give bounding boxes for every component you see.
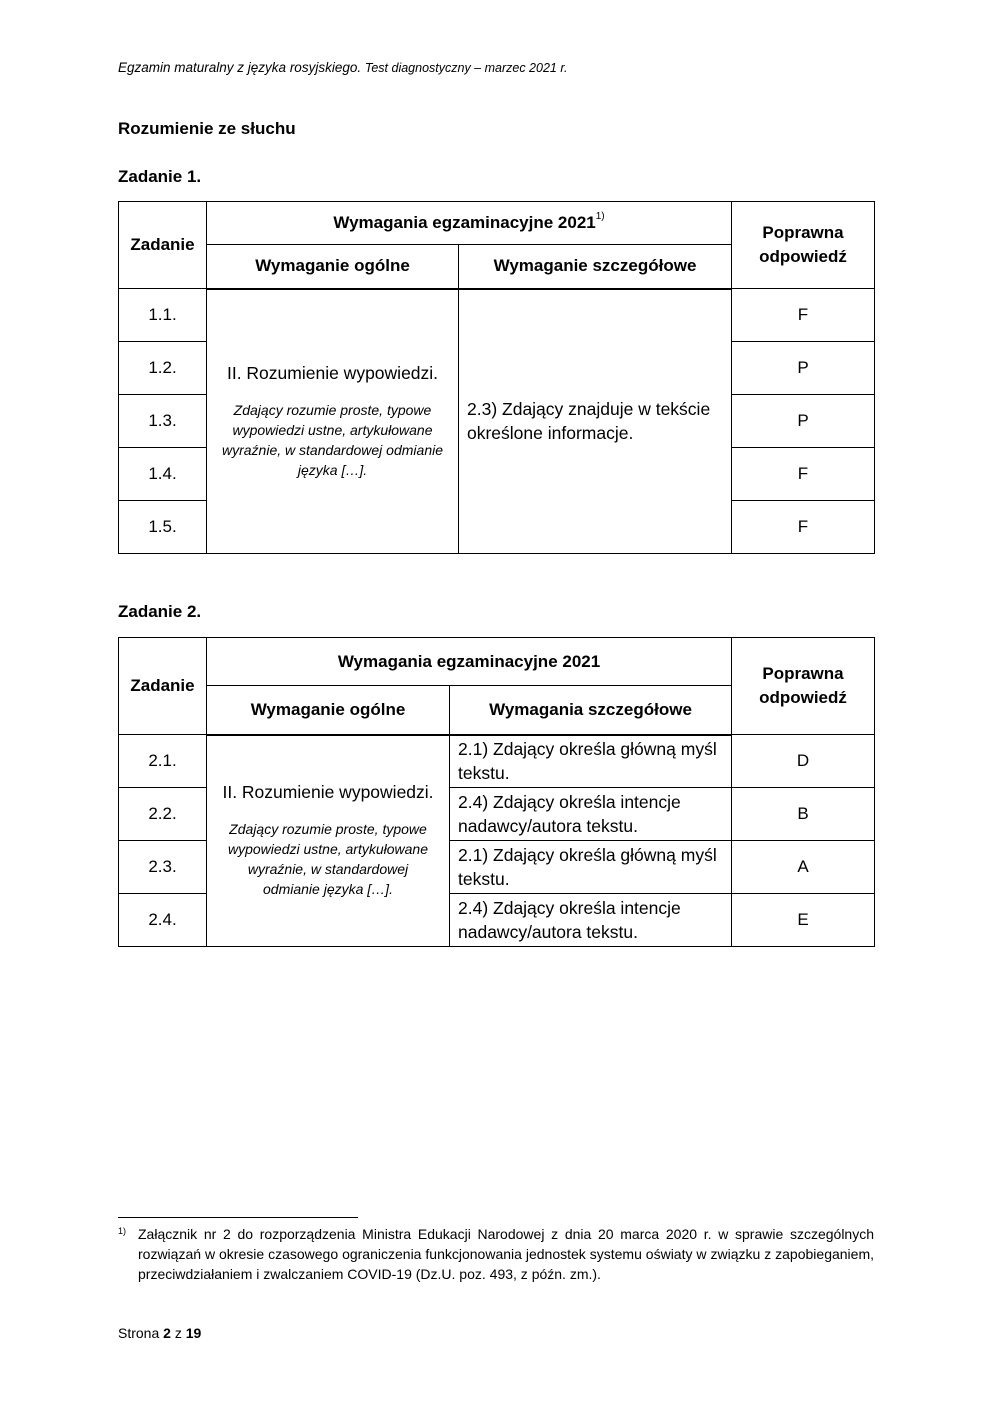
task-number: 1.5. (119, 501, 207, 554)
correct-answer: F (732, 289, 875, 342)
page-separator: z (174, 1325, 182, 1341)
header-task: Zadanie (119, 638, 207, 735)
correct-answer: E (732, 894, 875, 947)
task2-table (118, 637, 875, 947)
running-header (118, 60, 568, 75)
table-row (119, 735, 875, 788)
footnote-reference: 1) (595, 211, 605, 222)
task1-table (118, 201, 875, 554)
general-requirement: II. Rozumienie wypowiedzi. (222, 782, 434, 803)
header-answer: Poprawna odpowiedź (732, 202, 875, 289)
header-specific: Wymagania szczegółowe (450, 686, 732, 735)
correct-answer: A (732, 841, 875, 894)
header-specific: Wymaganie szczegółowe (459, 245, 732, 289)
header-answer: Poprawna odpowiedź (732, 638, 875, 735)
general-description: Zdający rozumie proste, typowe wypowiedzi ustne, artykułowane wyraźnie, w standardowej odmianie języka […]. (228, 821, 428, 898)
specific-requirement: 2.3) Zdający znajduje w tekście określone informacje. (459, 289, 732, 554)
footnote-text: Załącznik nr 2 do rozporządzenia Ministra Edukacji Narodowej z dnia 20 marca 2020 r. w sprawie szczególnych rozwiązań w okresie czasowego ograniczenia funkcjonowania jednostek systemu oświaty w związku z zapobieganiem, przeciwdziałaniem i zwalczaniem COVID-19 (Dz.U. poz. 493, z późn. zm.). (138, 1226, 874, 1282)
task-number: 1.1. (119, 289, 207, 342)
page-current: 2 (163, 1325, 171, 1341)
general-requirement-cell (207, 289, 459, 554)
correct-answer: F (732, 501, 875, 554)
general-requirement: II. Rozumienie wypowiedzi. (226, 362, 439, 383)
specific-requirement: 2.1) Zdający określa główną myśl tekstu. (450, 841, 732, 894)
specific-requirement: 2.1) Zdający określa główną myśl tekstu. (450, 735, 732, 788)
general-requirement-cell (207, 735, 450, 947)
correct-answer: P (732, 395, 875, 448)
footnote-divider (118, 1217, 358, 1218)
page-number (118, 1325, 201, 1341)
task2-title: Zadanie 2. (118, 602, 202, 621)
task-number: 2.2. (119, 788, 207, 841)
task-number: 1.3. (119, 395, 207, 448)
specific-requirement: 2.4) Zdający określa intencje nadawcy/autora tekstu. (450, 788, 732, 841)
task-number: 1.2. (119, 342, 207, 395)
table-row (119, 289, 875, 342)
section-title: Rozumienie ze słuchu (118, 119, 296, 138)
footnote (118, 1224, 874, 1284)
general-description: Zdający rozumie proste, typowe wypowiedzi ustne, artykułowane wyraźnie, w standardowej odmianie języka […]. (222, 401, 443, 478)
task-number: 1.4. (119, 448, 207, 501)
page-label: Strona (118, 1325, 160, 1341)
correct-answer: F (732, 448, 875, 501)
correct-answer: B (732, 788, 875, 841)
specific-requirement: 2.4) Zdający określa intencje nadawcy/autora tekstu. (450, 894, 732, 947)
header-general: Wymaganie ogólne (207, 245, 459, 289)
task-number: 2.4. (119, 894, 207, 947)
task-number: 2.3. (119, 841, 207, 894)
task-number: 2.1. (119, 735, 207, 788)
exam-subtitle: Test diagnostyczny – marzec 2021 r. (364, 61, 568, 75)
header-task: Zadanie (119, 202, 207, 289)
header-general: Wymaganie ogólne (207, 686, 450, 735)
header-requirements: Wymagania egzaminacyjne 2021 (207, 638, 732, 686)
exam-title: Egzamin maturalny z języka rosyjskiego. (118, 60, 362, 75)
correct-answer: P (732, 342, 875, 395)
task1-title: Zadanie 1. (118, 167, 202, 186)
header-requirements: Wymagania egzaminacyjne 2021$^{1)}$ (207, 202, 732, 245)
page-total: 19 (185, 1325, 202, 1341)
correct-answer: D (732, 735, 875, 788)
footnote-mark: 1) (118, 1226, 127, 1236)
